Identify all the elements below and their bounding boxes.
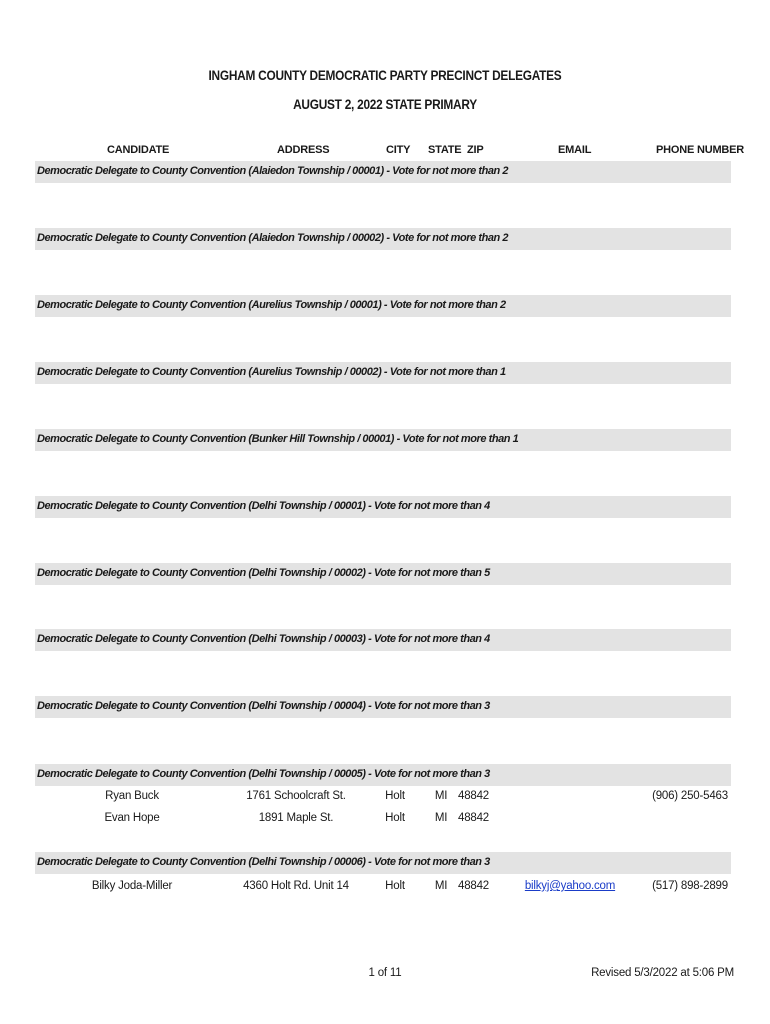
candidate-zip: 48842: [458, 880, 489, 892]
column-header-state: STATE: [428, 144, 462, 156]
page-number: 1 of 11: [368, 967, 402, 979]
section-header: [35, 764, 731, 786]
section-label: Democratic Delegate to County Convention (Alaiedon Township / 00002) - Vote for not more than 2: [37, 232, 509, 244]
section-header: [35, 629, 731, 651]
page-title: INGHAM COUNTY DEMOCRATIC PARTY PRECINCT DELEGATES: [208, 68, 562, 83]
candidate-name: Bilky Joda-Miller: [91, 880, 173, 892]
candidate-state: MI: [434, 812, 448, 824]
section-header: [35, 696, 731, 718]
candidate-name: Evan Hope: [104, 812, 160, 824]
candidate-email-link[interactable]: bilkyj@yahoo.com: [524, 880, 616, 892]
candidate-zip: 48842: [458, 812, 489, 824]
section-label: Democratic Delegate to County Convention (Bunker Hill Township / 00001) - Vote for not more than 1: [37, 433, 519, 445]
section-label: Democratic Delegate to County Convention (Alaiedon Township / 00001) - Vote for not more than 2: [37, 165, 509, 177]
section-header: [35, 429, 731, 451]
candidate-city: Holt: [385, 812, 405, 824]
column-header-phone: PHONE NUMBER: [656, 144, 745, 156]
section-label: Democratic Delegate to County Convention (Delhi Township / 00001) - Vote for not more than 4: [37, 500, 490, 512]
section-header: [35, 362, 731, 384]
column-header-zip: ZIP: [467, 144, 484, 156]
column-header-address: ADDRESS: [277, 144, 330, 156]
candidate-address: 1761 Schoolcraft St.: [246, 790, 346, 802]
section-header: [35, 161, 731, 183]
section-header: [35, 496, 731, 518]
section-label: Democratic Delegate to County Convention (Delhi Township / 00006) - Vote for not more than 3: [37, 856, 490, 868]
revision-stamp: Revised 5/3/2022 at 5:06 PM: [591, 967, 734, 979]
section-label: Democratic Delegate to County Convention (Delhi Township / 00005) - Vote for not more than 3: [37, 768, 490, 780]
candidate-address: 1891 Maple St.: [258, 812, 334, 824]
candidate-state: MI: [434, 790, 448, 802]
page-subtitle: AUGUST 2, 2022 STATE PRIMARY: [293, 97, 477, 112]
column-header-email: EMAIL: [558, 144, 592, 156]
candidate-phone: (906) 250-5463: [652, 790, 728, 802]
section-header: [35, 852, 731, 874]
candidate-phone: (517) 898-2899: [652, 880, 728, 892]
column-header-candidate: CANDIDATE: [107, 144, 170, 156]
candidate-state: MI: [434, 880, 448, 892]
candidate-address: 4360 Holt Rd. Unit 14: [243, 880, 349, 892]
section-label: Democratic Delegate to County Convention (Delhi Township / 00003) - Vote for not more than 4: [37, 633, 490, 645]
candidate-name: Ryan Buck: [105, 790, 159, 802]
section-label: Democratic Delegate to County Convention (Aurelius Township / 00001) - Vote for not more than 2: [37, 299, 506, 311]
section-label: Democratic Delegate to County Convention (Delhi Township / 00004) - Vote for not more than 3: [37, 700, 490, 712]
section-header: [35, 228, 731, 250]
section-header: [35, 563, 731, 585]
candidate-zip: 48842: [458, 790, 489, 802]
section-label: Democratic Delegate to County Convention (Aurelius Township / 00002) - Vote for not more than 1: [37, 366, 506, 378]
section-label: Democratic Delegate to County Convention (Delhi Township / 00002) - Vote for not more than 5: [37, 567, 490, 579]
section-header: [35, 295, 731, 317]
column-header-city: CITY: [386, 144, 411, 156]
candidate-city: Holt: [385, 790, 405, 802]
candidate-city: Holt: [385, 880, 405, 892]
